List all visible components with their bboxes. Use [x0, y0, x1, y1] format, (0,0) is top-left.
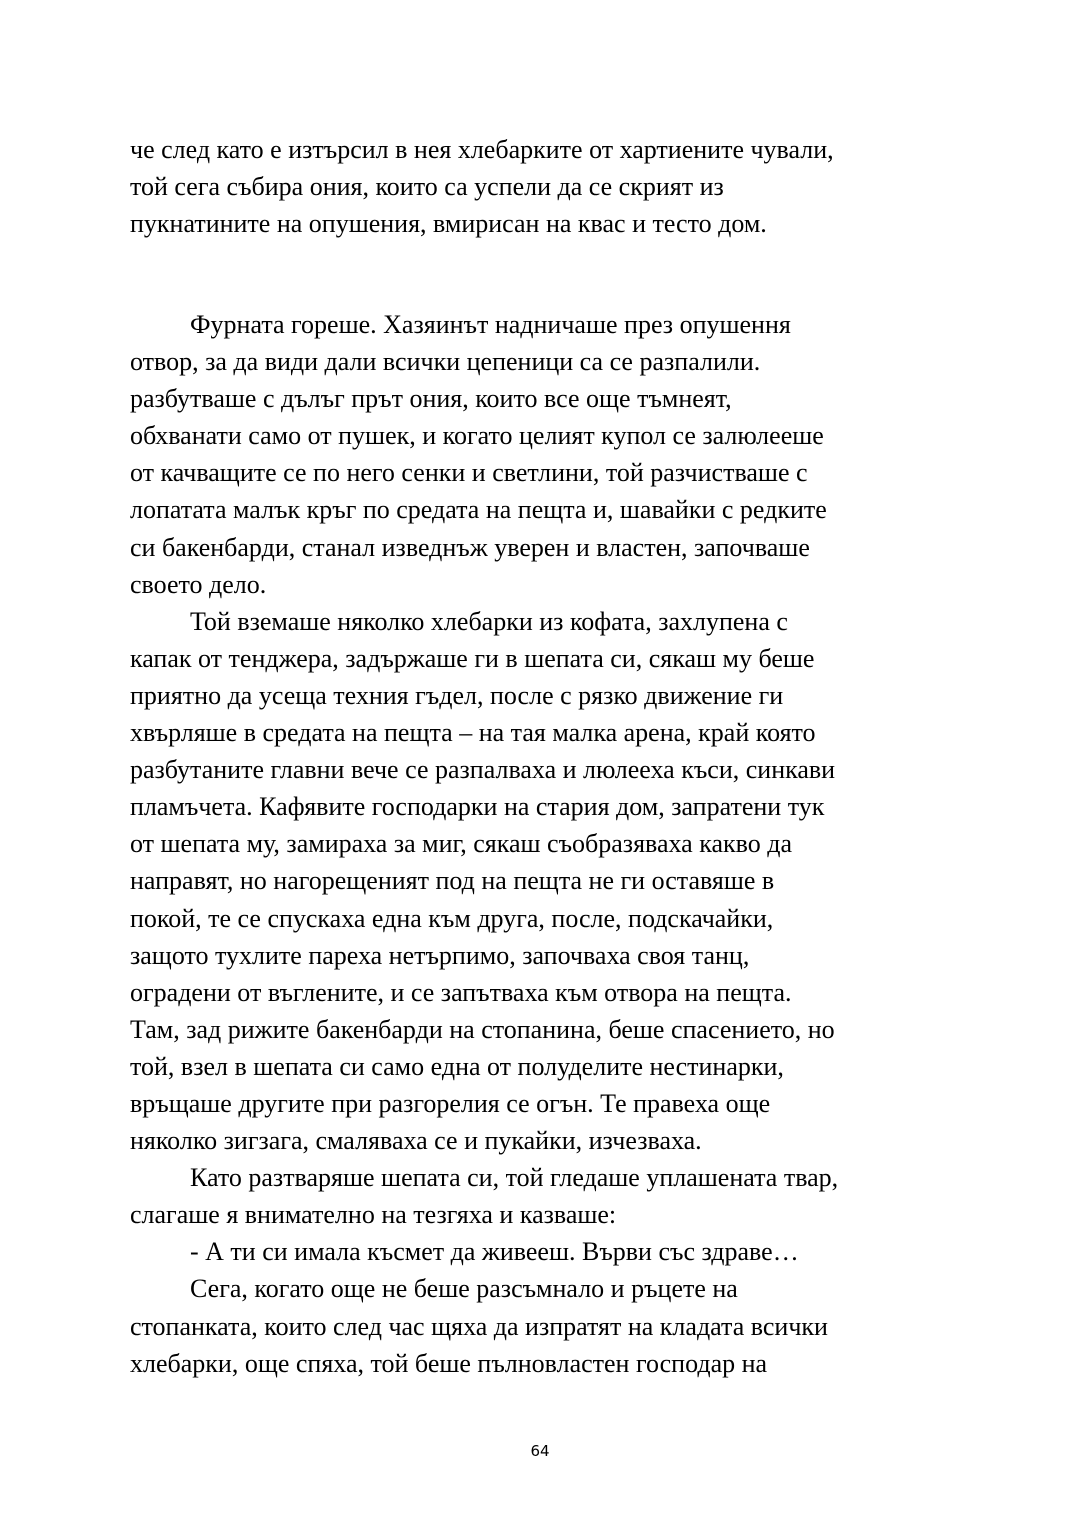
text-line: той сега събира ония, които са успели да се скрият из [130, 172, 724, 202]
text-line: Сега, когато още не беше разсъмнало и ръцете на [190, 1274, 738, 1304]
text-line: си бакенбарди, станал изведнъж уверен и властен, започваше [130, 532, 810, 562]
text-line: че след като е изтърсил в нея хлебарките от хартиените чували, [130, 135, 834, 164]
text-line: лопатата малък кръг по средата на пещта и, шавайки с редките [130, 495, 827, 525]
text-line: Там, зад рижите бакенбарди на стопанина, беше спасението, но [130, 1014, 835, 1044]
body-text [130, 306, 960, 1382]
text-line: няколко зигзага, смаляваха се и пукайки, изчезваха. [130, 1126, 702, 1156]
text-line: от шепата му, замираха за миг, сякаш съобразяваха какво да [130, 829, 792, 859]
text-line: отвор, за да види дали всички цепеници са се разпалили. [130, 347, 761, 377]
text-line: покой, те се спускаха една към друга, после, подскачайки, [130, 903, 774, 933]
text-line: той, взел в шепата си само една от полуделите нестинарки, [130, 1051, 784, 1081]
paragraph-continuation [130, 131, 960, 242]
text-line: направят, но нагорещеният под на пещта не ги оставяше в [130, 866, 775, 896]
text-line: хвърляше в средата на пещта – на тая малка арена, край която [130, 718, 816, 748]
text-line: стопанката, които след час щяха да изпратят на кладата всички [130, 1311, 828, 1341]
text-line: Фурната гореше. Хазяинът надничаше през опушення [190, 310, 791, 339]
text-line: приятно да усеща техния гъдел, после с рязко движение ги [130, 680, 784, 710]
text-line: слагаше я внимателно на тезгяха и казваше: [130, 1200, 617, 1230]
text-line: оградени от въглените, и се запътваха към отвора на пещта. [130, 977, 792, 1007]
text-line: пукнатините на опушения, вмирисан на квас и тесто дом. [130, 209, 767, 239]
text-line: своето дело. [130, 569, 267, 599]
text-line: хлебарки, още спяха, той беше пълновластен господар на [130, 1348, 768, 1378]
text-line: от качващите се по него сенки и светлини, той разчистваше с [130, 458, 808, 488]
text-line: - А ти си имала късмет да живееш. Върви със здраве… [190, 1237, 799, 1267]
text-line: капак от тенджера, задържаше ги в шепата си, сякаш му беше [130, 643, 815, 673]
text-line: разбутваше с дълъг прът ония, които все още тъмнеят, [130, 384, 732, 414]
text-line: защото тухлите пареха нетърпимо, започваха своя танц, [130, 940, 750, 970]
text-line: Той вземаше няколко хлебарки из кофата, захлупена с [190, 606, 788, 636]
text-line: пламъчета. Кафявите господарки на стария дом, запратени тук [130, 792, 825, 822]
page-number: 64 [530, 1442, 550, 1460]
text-line: Като разтваряше шепата си, той гледаше уплашената твар, [190, 1163, 839, 1193]
text-line: разбутаните главни вече се разпалваха и люлееха къси, синкави [130, 755, 836, 785]
text-line: обхванати само от пушек, и когато целият купол се залюлееше [130, 421, 824, 451]
text-line: връщаше другите при разгорелия се огън. Те правеха още [130, 1088, 771, 1118]
